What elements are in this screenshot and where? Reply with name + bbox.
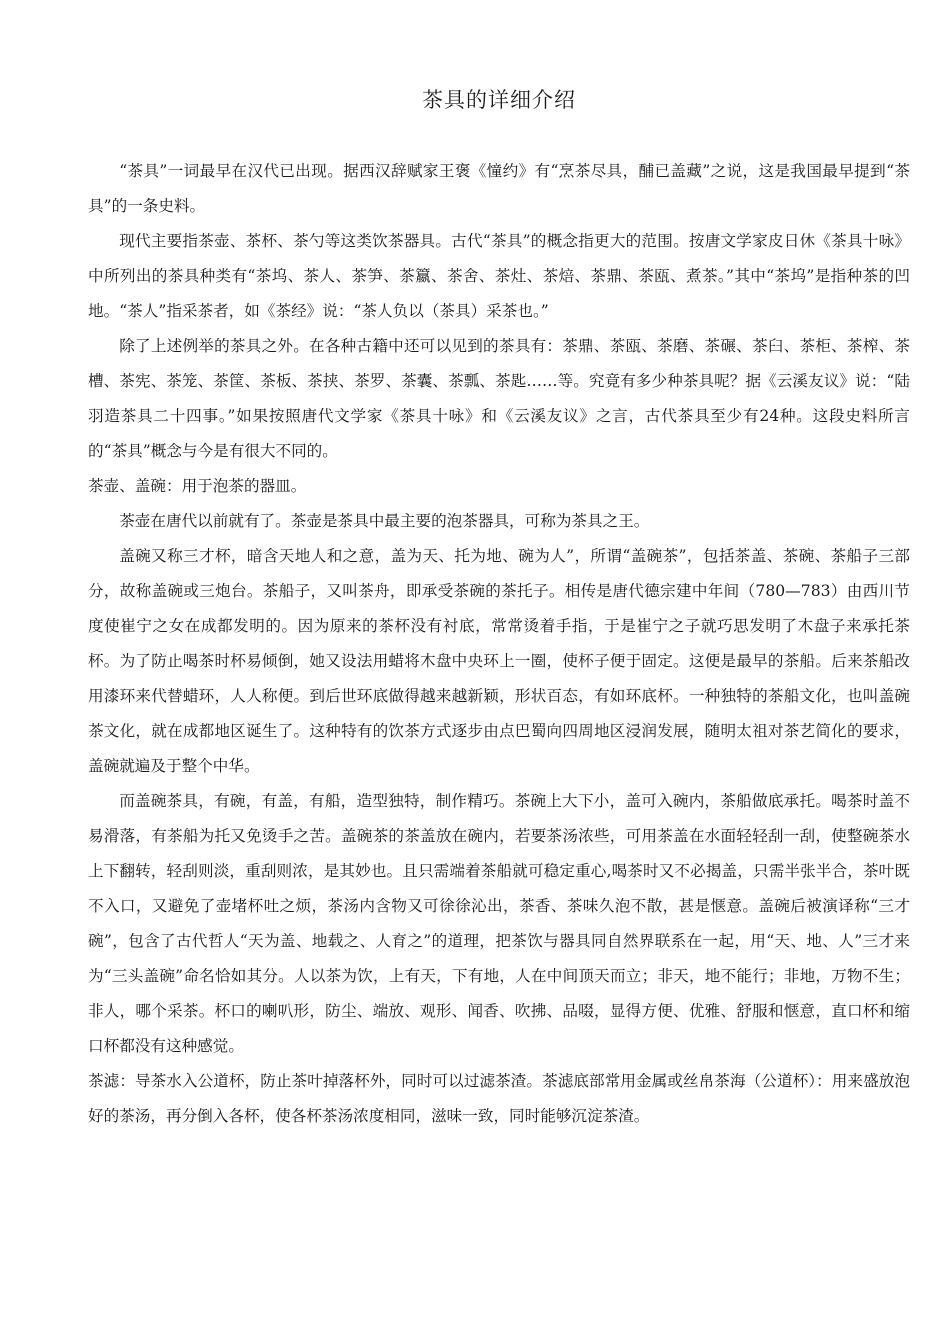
paragraph: 茶壶在唐代以前就有了。茶壶是茶具中最主要的泡茶器具，可称为茶具之王。 (119, 512, 650, 530)
paragraph: 除了上述例举的茶具之外。在各种古籍中还可以见到的茶具有：茶鼎、茶瓯、茶磨、茶碾、茶臼、茶柜、茶榨、茶槽、茶宪、茶笼、茶筐、茶板、茶挟、茶罗、茶囊、茶瓢、茶匙……等。究竟有多少种茶具呢？据《云溪友议》说：“陆羽造茶具二十四事。”如果按照唐代文学家《茶具十咏》和《云溪友议》之言，古代茶具至少有24种。这段史料所言的“茶具”概念与今是有很大不同的。 (88, 337, 910, 460)
section-heading: 茶滤：导茶水入公道杯，防止茶叶掉落杯外，同时可以过滤茶渣。茶滤底部常用金属或丝帛茶海（公道杯）：用来盛放泡好的茶汤，再分倒入各杯，使各杯茶汤浓度相同，滋味一致，同时能够沉淀茶渣。 (88, 1072, 910, 1125)
paragraph: “茶具”一词最早在汉代已出现。据西汉辞赋家王褒《憧约》有“烹茶尽具，酺已盖藏”之说，这是我国最早提到“茶具”的一条史料。 (88, 162, 910, 215)
section-heading: 茶壶、盖碗：用于泡茶的器皿。 (88, 477, 307, 495)
document-title: 茶具的详细介绍 (422, 88, 576, 112)
paragraph: 盖碗又称三才杯，暗含天地人和之意，盖为天、托为地、碗为人”，所谓“盖碗茶”，包括茶盖、茶碗、茶船子三部分，故称盖碗或三炮台。茶船子，又叫茶舟，即承受茶碗的茶托子。相传是唐代德宗建中年间（780—783）由西川节度使崔宁之女在成都发明的。因为原来的茶杯没有衬底，常常烫着手指，于是崔宁之子就巧思发明了木盘子来承托茶杯。为了防止喝茶时杯易倾倒，她又设法用蜡将木盘中央环上一圈，使杯子便于固定。这便是最早的茶船。后来茶船改用漆环来代替蜡环，人人称便。到后世环底做得越来越新颖，形状百态，有如环底杯。一种独特的茶船文化，也叫盖碗茶文化，就在成都地区诞生了。这种特有的饮茶方式逐步由点巴蜀向四周地区浸润发展，随明太祖对茶艺简化的要求，盖碗就遍及于整个中华。 (88, 547, 910, 775)
paragraph: 而盖碗茶具，有碗，有盖，有船，造型独特，制作精巧。茶碗上大下小，盖可入碗内，茶船做底承托。喝茶时盖不易滑落，有茶船为托又免烫手之苦。盖碗茶的茶盖放在碗内，若要茶汤浓些，可用茶盖在水面轻轻刮一刮，使整碗茶水上下翻转，轻刮则淡，重刮则浓，是其妙也。且只需端着茶船就可稳定重心,喝茶时又不必揭盖，只需半张半合，茶叶既不入口，又避免了壶堵杯吐之烦，茶汤内含物又可徐徐沁出，茶香、茶味久泡不散，甚是惬意。盖碗后被演译称“三才碗”，包含了古代哲人“天为盖、地载之、人育之”的道理，把茶饮与器具同自然界联系在一起，用“天、地、人”三才来为“三头盖碗”命名恰如其分。人以茶为饮，上有天，下有地，人在中间顶天而立；非天，地不能行；非地，万物不生；非人，哪个采茶。杯口的喇叭形，防尘、端放、观形、闻香、吹拂、品啜，显得方便、优雅、舒服和惬意，直口杯和缩口杯都没有这种感觉。 (88, 792, 910, 1055)
document-body (88, 154, 910, 1134)
paragraph: 现代主要指茶壶、茶杯、茶勺等这类饮茶器具。古代“茶具”的概念指更大的范围。按唐文学家皮日休《茶具十咏》中所列出的茶具种类有“茶坞、茶人、茶笋、茶籝、茶舍、茶灶、茶焙、茶鼎、茶瓯、煮茶。”其中“茶坞”是指种茶的凹地。“茶人”指采茶者，如《茶经》说：“茶人负以（茶具）采茶也。” (88, 232, 910, 320)
document-page (88, 80, 910, 1134)
